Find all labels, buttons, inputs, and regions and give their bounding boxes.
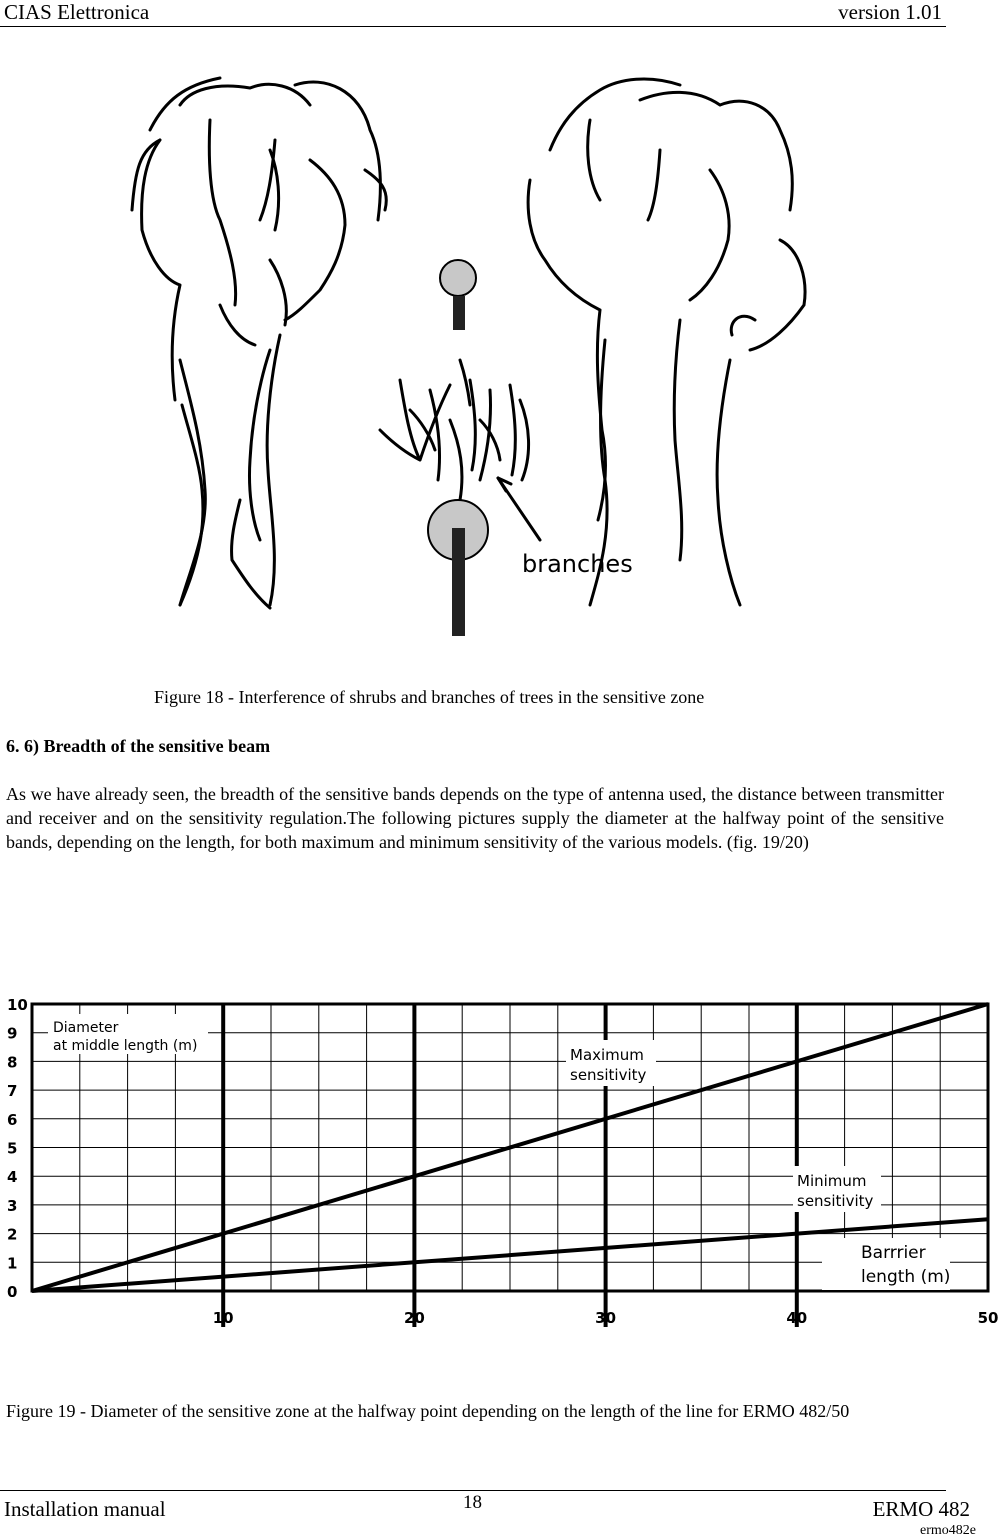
y-tick-label: 10 [7, 996, 28, 1014]
max-label-line2: sensitivity [570, 1066, 647, 1084]
footer-page-number: 18 [463, 1492, 482, 1513]
x-tick-label: 40 [786, 1309, 808, 1327]
figure-18-caption: Figure 18 - Interference of shrubs and branches of trees in the sensitive zone [154, 687, 705, 707]
y-tick-label: 3 [7, 1196, 18, 1215]
section-title: 6. 6) Breadth of the sensitive beam [6, 736, 271, 756]
left-tree-crown [132, 78, 386, 608]
y-tick-label: 7 [7, 1082, 18, 1101]
x-tick-label: 30 [595, 1309, 617, 1327]
footer-rule [0, 1490, 946, 1491]
ylabel-line2: at middle length (m) [53, 1038, 198, 1054]
y-tick-label: 5 [7, 1139, 18, 1158]
x-tick-label: 50 [977, 1309, 999, 1327]
figure-18-illustration [120, 60, 840, 650]
max-label-line1: Maximum [570, 1046, 644, 1064]
small-sensor-head [440, 260, 476, 296]
header-company: CIAS Elettronica [4, 0, 150, 24]
y-tick-label: 4 [7, 1168, 18, 1187]
y-tick-label: 2 [7, 1225, 18, 1244]
footer-doc-code: ermo482e [920, 1523, 976, 1538]
xlabel-line1: Barrrier [861, 1243, 926, 1263]
ylabel-line1: Diameter [53, 1020, 119, 1036]
x-tick-labels [213, 1309, 999, 1327]
footer-manual: Installation manual [4, 1497, 166, 1521]
branches-arrowhead [498, 478, 511, 491]
y-tick-label: 1 [7, 1254, 18, 1273]
section-paragraph: As we have already seen, the breadth of the sensitive bands depends on the type of antenna used, the distance between transmitter and receiver and on the sensitivity regulation.The following pictures supply the diameter at the halfway point of the sensitive bands, depending on the length, for both maximum and minimum sensitivity of the various models. (fig. 19/20) [6, 784, 944, 852]
min-label-line1: Minimum [797, 1172, 867, 1190]
y-tick-label: 0 [7, 1283, 18, 1301]
small-sensor-post [453, 296, 465, 330]
header-rule [0, 26, 946, 27]
x-tick-label: 10 [212, 1309, 234, 1327]
right-tree-crown [528, 79, 805, 560]
branches-label: branches [522, 550, 633, 578]
x-tick-label: 20 [403, 1309, 425, 1327]
y-tick-labels [7, 996, 28, 1301]
header-version: version 1.01 [838, 0, 942, 24]
footer-model: ERMO 482 [872, 1497, 970, 1521]
y-tick-label: 9 [7, 1024, 18, 1043]
y-tick-label: 8 [7, 1053, 18, 1072]
figure-19-chart [0, 990, 1000, 1330]
figure-19-caption: Figure 19 - Diameter of the sensitive zone at the halfway point depending on the length of the line for ERMO 482/50 [6, 1401, 850, 1421]
shrub-branches [380, 360, 529, 500]
y-tick-label: 6 [7, 1110, 18, 1129]
min-label-line2: sensitivity [797, 1192, 874, 1210]
xlabel-line2: length (m) [861, 1267, 951, 1287]
large-sensor-post [452, 528, 465, 636]
